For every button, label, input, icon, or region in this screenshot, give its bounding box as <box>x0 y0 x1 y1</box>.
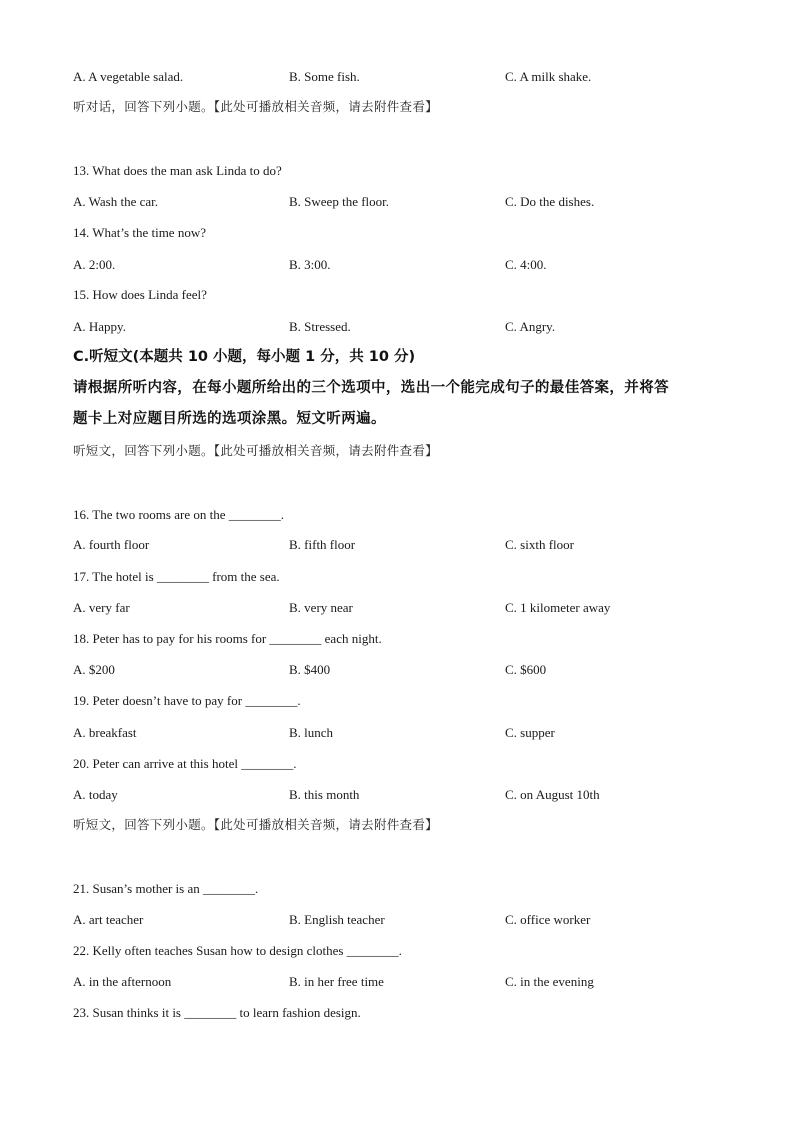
listen-note-passage-1: 听短文，回答下列小题。【此处可播放相关音频，请去附件查看】 <box>73 443 438 458</box>
q22-question: 22. Kelly often teaches Susan how to design clothes ________. <box>73 943 402 958</box>
q16-question: 16. The two rooms are on the ________. <box>73 507 284 522</box>
q21-options <box>73 911 733 929</box>
q16-option-a: A. fourth floor <box>73 537 150 552</box>
q22-options <box>73 973 733 991</box>
q13-option-a: A. Wash the car. <box>73 194 158 209</box>
q15-question: 15. How does Linda feel? <box>73 287 207 302</box>
q16-option-c: C. sixth floor <box>505 537 574 552</box>
q12-option-a: A. A vegetable salad. <box>73 69 184 84</box>
q20-option-b: B. this month <box>289 787 360 802</box>
q16-options <box>73 536 733 554</box>
q13-question: 13. What does the man ask Linda to do? <box>73 163 282 178</box>
q15-option-a: A. Happy. <box>73 319 126 334</box>
q14-option-a: A. 2:00. <box>73 257 116 272</box>
q15-options <box>73 318 733 336</box>
q13-option-c: C. Do the dishes. <box>505 194 595 209</box>
q20-question: 20. Peter can arrive at this hotel ________. <box>73 756 297 771</box>
q20-option-a: A. today <box>73 787 118 802</box>
q12-option-b: B. Some fish. <box>289 69 360 84</box>
q14-option-c: C. 4:00. <box>505 257 547 272</box>
q19-question: 19. Peter doesn’t have to pay for ________. <box>73 693 301 708</box>
q15-option-c: C. Angry. <box>505 319 556 334</box>
q21-option-b: B. English teacher <box>289 912 385 927</box>
q16-option-b: B. fifth floor <box>289 537 356 552</box>
q12-option-c: C. A milk shake. <box>505 69 592 84</box>
q14-options <box>73 256 733 274</box>
q19-option-c: C. supper <box>505 725 555 740</box>
q13-option-b: B. Sweep the floor. <box>289 194 390 209</box>
q19-options <box>73 724 733 742</box>
q22-option-b: B. in her free time <box>289 974 384 989</box>
q12-options <box>73 68 733 86</box>
listen-note-dialogue: 听对话，回答下列小题。【此处可播放相关音频，请去附件查看】 <box>73 99 438 114</box>
q20-option-c: C. on August 10th <box>505 787 600 802</box>
section-c-heading: C.听短文(本题共 10 小题，每小题 1 分，共 10 分) <box>73 349 416 365</box>
q21-option-a: A. art teacher <box>73 912 144 927</box>
q17-question: 17. The hotel is ________ from the sea. <box>73 569 280 584</box>
q21-question: 21. Susan’s mother is an ________. <box>73 881 259 896</box>
q14-question: 14. What’s the time now? <box>73 225 206 240</box>
q13-options <box>73 193 733 211</box>
q17-options <box>73 599 733 617</box>
q18-option-a: A. $200 <box>73 662 115 677</box>
q18-question: 18. Peter has to pay for his rooms for ________ each night. <box>73 631 382 646</box>
q18-options <box>73 661 733 679</box>
q18-option-c: C. $600 <box>505 662 547 677</box>
section-c-instruction-line2: 题卡上对应题目所选的选项涂黑。短文听两遍。 <box>73 411 386 427</box>
q23-question: 23. Susan thinks it is ________ to learn fashion design. <box>73 1005 361 1020</box>
q22-option-c: C. in the evening <box>505 974 594 989</box>
q21-option-c: C. office worker <box>505 912 591 927</box>
q18-option-b: B. $400 <box>289 662 331 677</box>
listen-note-passage-2: 听短文，回答下列小题。【此处可播放相关音频，请去附件查看】 <box>73 817 438 832</box>
q14-option-b: B. 3:00. <box>289 257 331 272</box>
q20-options <box>73 786 733 804</box>
section-c-instruction-line1: 请根据所听内容，在每小题所给出的三个选项中，选出一个能完成句子的最佳答案，并将答 <box>73 380 669 396</box>
q17-option-c: C. 1 kilometer away <box>505 600 611 615</box>
q15-option-b: B. Stressed. <box>289 319 351 334</box>
q22-option-a: A. in the afternoon <box>73 974 172 989</box>
q19-option-b: B. lunch <box>289 725 334 740</box>
q19-option-a: A. breakfast <box>73 725 137 740</box>
q17-option-b: B. very near <box>289 600 353 615</box>
q17-option-a: A. very far <box>73 600 130 615</box>
